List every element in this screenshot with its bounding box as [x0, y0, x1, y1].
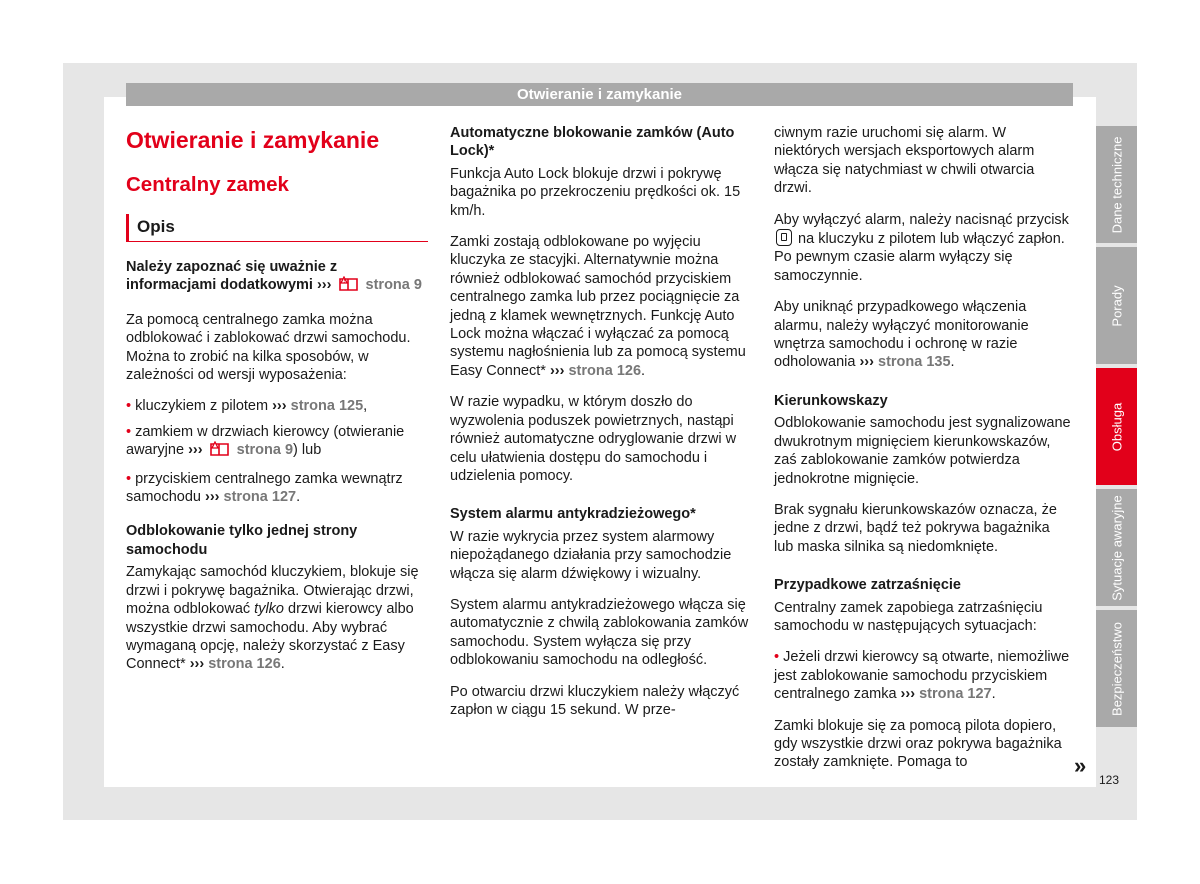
paragraph: W razie wykrycia przez system alarmowy niepożądanego działania przy samochodzie włącza się alarm dźwiękowy i wizualny.	[450, 528, 732, 582]
subheading: System alarmu antykradzieżowego*	[450, 506, 696, 523]
section-title: Centralny zamek	[126, 173, 289, 196]
intro-note-text: Należy zapoznać się uważnie z informacjami dodatkowymi	[126, 259, 338, 294]
paragraph: ciwnym razie uruchomi się alarm. W niektórych wersjach eksportowych alarm włącza się natychmiast w chwili otwarcia drzwi.	[774, 125, 1035, 197]
list-item: • kluczykiem z pilotem ››› strona 125,	[126, 398, 368, 415]
column-1	[126, 124, 428, 687]
paragraph: System alarmu antykradzieżowego włącza się automatycznie z chwilą zablokowania zamków samochodu. System wyłącza się przy odblokowaniu samochodu na odległość.	[450, 596, 749, 669]
paragraph: Aby uniknąć przypadkowego włączenia alarmu, należy wyłączyć monitorowanie wnętrza samochodu i ochronę w razie odholowania ››› strona 135.	[774, 299, 1029, 371]
chapter-title: Otwieranie i zamykanie	[126, 127, 380, 153]
paragraph: Zamki blokuje się za pomocą pilota dopiero, gdy wszystkie drzwi oraz pokrywa bagażnika zostały zamknięte. Pomaga to	[774, 717, 1062, 771]
reference-arrow: ›››	[316, 277, 332, 294]
tab-bezpieczenstwo[interactable]: Bezpieczeństwo	[1096, 610, 1137, 727]
lock-button-icon	[776, 229, 792, 246]
paragraph: Zamykając samochód kluczykiem, blokuje się drzwi i pokrywę bagażnika. Otwierając drzwi, można odblokować tylko drzwi kierowcy albo wszystkie drzwi samochodu. Aby wybrać wymaganą opcję, należy skorzystać z Easy Connect* ››› strona 126.	[126, 564, 419, 673]
page-link[interactable]: strona 9	[236, 442, 294, 459]
list-item: • Jeżeli drzwi kierowcy są otwarte, niemożliwe jest zablokowanie samochodu przyciskiem centralnego zamka ››› strona 127.	[774, 649, 1070, 703]
warning-book-icon	[209, 441, 231, 462]
paragraph: Odblokowanie samochodu jest sygnalizowane dwukrotnym mignięciem kierunkowskazów, zaś zablokowanie zamków potwierdza jednokrotne mignięcie.	[774, 415, 1071, 487]
paragraph: Funkcja Auto Lock blokuje drzwi i pokrywę bagażnika po przekroczeniu prędkości ok. 15 km/h.	[450, 165, 741, 219]
tab-sytuacje-awaryjne[interactable]: Sytuacje awaryjne	[1096, 489, 1137, 606]
page-link[interactable]: strona 125	[290, 398, 364, 415]
subheading: Kierunkowskazy	[774, 392, 888, 409]
page-link[interactable]: strona 126	[568, 362, 642, 379]
paragraph: W razie wypadku, w którym doszło do wyzwolenia poduszek powietrznych, nastąpi również automatyczne odryglowanie drzwi w celu ułatwienia dostępu do samochodu i udzielenia pomocy.	[450, 394, 737, 484]
section-header: Otwieranie i zamykanie	[126, 83, 1073, 106]
tab-obsluga[interactable]: Obsługa	[1096, 368, 1137, 485]
subheading: Odblokowanie tylko jednej strony samochodu	[126, 523, 358, 558]
page-number: 123	[1099, 773, 1120, 787]
subheading: Przypadkowe zatrzaśnięcie	[774, 577, 961, 594]
warning-book-icon	[338, 276, 360, 297]
list-item: • przyciskiem centralnego zamka wewnątrz samochodu ››› strona 127.	[126, 470, 403, 506]
paragraph: Aby wyłączyć alarm, należy nacisnąć przycisk na kluczyku z pilotem lub włączyć zapłon. Po pewnym czasie alarm wyłączy się samoczynnie.	[774, 211, 1069, 284]
subsection-title: Opis	[126, 214, 428, 242]
svg-text:!: !	[342, 280, 345, 286]
list-item: • zamkiem w drzwiach kierowcy (otwieranie awaryjne ››› strona 9) lub	[126, 423, 428, 463]
paragraph: Zamki zostają odblokowane po wyjęciu kluczyka ze stacyjki. Alternatywnie można również odblokować samochód przyciskiem centralnego zamka lub przez pociągnięcie za jedną z klamek wewnętrznych. Funkcję Auto Lock można włączać i wyłączać za pomocą systemu nagłośnienia lub za pomocą systemu Easy Connect* ››› strona 126.	[450, 234, 746, 379]
bullet-icon: •	[126, 398, 132, 415]
page-link[interactable]: strona 127	[223, 489, 297, 506]
page-link[interactable]: strona 127	[919, 686, 992, 703]
column-3	[774, 124, 1072, 785]
tab-dane-techniczne[interactable]: Dane techniczne	[1096, 126, 1137, 243]
continue-arrow-icon: »	[1074, 753, 1087, 778]
subheading: Automatyczne blokowanie zamków (Auto Lock)*	[450, 125, 735, 160]
page-link[interactable]: strona 126	[208, 656, 281, 673]
bullet-icon: •	[774, 649, 780, 666]
paragraph: Centralny zamek zapobiega zatrzaśnięciu samochodu w następujących sytuacjach:	[774, 599, 1043, 634]
intro-note-link[interactable]: strona 9	[365, 277, 422, 294]
paragraph: Brak sygnału kierunkowskazów oznacza, że jedne z drzwi, bądź też pokrywa bagażnika lub maska silnika są niedomknięte.	[774, 501, 1057, 555]
paragraph: Po otwarciu drzwi kluczykiem należy włączyć zapłon w ciągu 15 sekund. W prze-	[450, 683, 740, 718]
column-2	[450, 124, 750, 732]
tab-porady[interactable]: Porady	[1096, 247, 1137, 364]
intro-note	[126, 258, 428, 298]
bullet-icon: •	[126, 423, 132, 440]
paragraph: Za pomocą centralnego zamka można odblokować i zablokować drzwi samochodu. Można to zrobić na kilka sposobów, w zależności od wersji wyposażenia:	[126, 311, 411, 384]
page-link[interactable]: strona 135	[878, 354, 951, 371]
bullet-icon: •	[126, 470, 132, 487]
